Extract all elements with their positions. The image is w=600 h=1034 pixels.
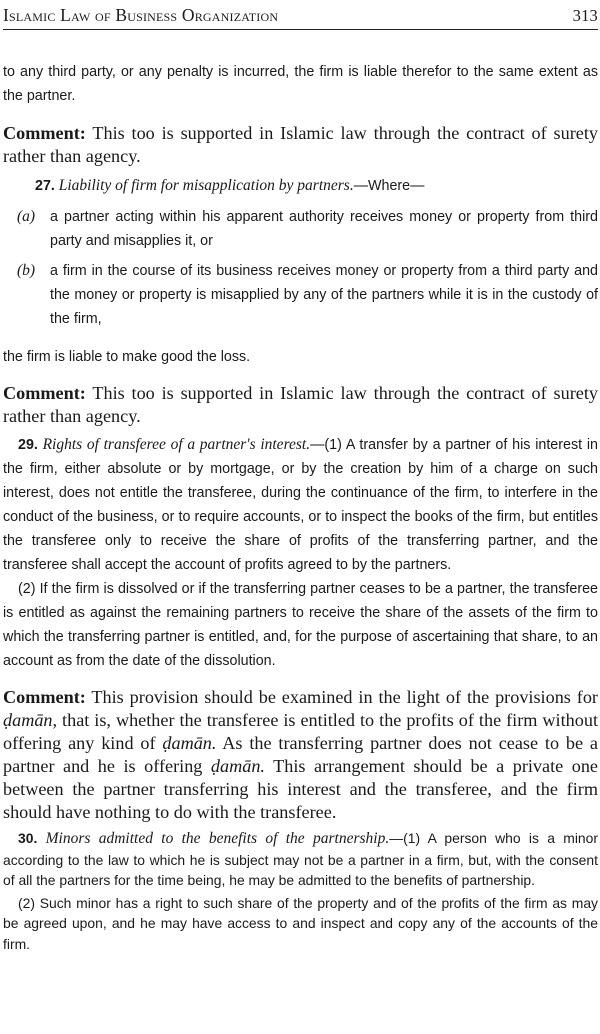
daman-term: ḍamān,: [3, 710, 58, 730]
section-30-paragraph-2: (2) Such minor has a right to such share of the property and of the profits of the firm as may be agreed upon, and he may have access to and inspect and copy any of the accounts of the firm.: [3, 894, 598, 952]
comment-text: that is, whether the transferee is entitled to the profits of the firm without offering any kind of: [3, 710, 598, 753]
list-item: [3, 259, 598, 331]
daman-term: ḍamān.: [162, 733, 217, 753]
comment-label: Comment:: [3, 123, 86, 143]
section-title: Rights of transferee of a partner's interest.: [37, 436, 311, 453]
page-header: [3, 0, 598, 30]
comment-text: This too is supported in Islamic law through the contract of surety rather than agency.: [3, 123, 598, 166]
section-number: 30.: [18, 830, 38, 846]
comment-label: Comment:: [3, 687, 86, 707]
section-heading-trail: —Where—: [353, 178, 425, 194]
section-29-paragraph-2: (2) If the firm is dissolved or if the transferring partner ceases to be a partner, the transferee is entitled as against the remaining partners to receive the share of the assets of the firm to which the transferring partner is entitled, and, for the purpose of ascertaining that share, to an account as from the date of the dissolution.: [3, 581, 598, 669]
comment-text: As the transferring partner does not cease to be a partner and he is offering: [3, 733, 598, 776]
paragraph-continuation: to any third party, or any penalty is incurred, the firm is liable therefor to the same extent as the partner.: [3, 64, 598, 104]
daman-term: ḍamān.: [210, 756, 265, 776]
comment-text: This too is supported in Islamic law through the contract of surety rather than agency.: [3, 383, 598, 426]
section-30-paragraph-1: [3, 828, 598, 891]
section-title: Minors admitted to the benefits of the partnership.: [37, 830, 390, 847]
section-29-paragraph-1: [3, 433, 598, 577]
page-number: 313: [572, 6, 598, 25]
list-item: [3, 205, 598, 253]
comment-label: Comment:: [3, 383, 86, 403]
comment-paragraph-1: [3, 122, 598, 168]
section-27-list: [3, 205, 598, 331]
comment-text: This provision should be examined in the light of the provisions for: [85, 687, 598, 707]
section-27-heading: [3, 174, 598, 198]
list-marker: (a): [17, 208, 36, 225]
comment-text: This arrangement should be a private one between the partner transferring his interest and the transferee, and the firm should have nothing to do with the transferee.: [3, 756, 598, 822]
section-body: —(1) A transfer by a partner of his interest in the firm, either absolute or by mortgage, or by the creation by him of a charge on such interest, does not entitle the transferee, during the continuance of the firm, to interfere in the conduct of the business, or to require accounts, or to inspect the books of the firm, but entitles the transferee only to receive the share of profits of the transferring partner, and the transferee shall accept the account of profits agreed to by the partners.: [3, 437, 598, 573]
section-27-closing: the firm is liable to make good the loss.: [3, 349, 251, 365]
section-body: —(1) A person who is a minor according to the law to which he is subject may not be a partner in a firm, but, with the consent of all the partners for the time being, he may be admitted to the benefits of partnership.: [3, 830, 598, 888]
section-number: 29.: [18, 437, 38, 453]
list-item-text: a partner acting within his apparent authority receives money or property from third party and misapplies it, or: [50, 209, 598, 249]
comment-paragraph-2: [3, 382, 598, 428]
section-number: 27.: [35, 178, 55, 194]
section-title: Liability of firm for misapplication by partners.: [54, 177, 354, 194]
comment-paragraph-3: [3, 686, 598, 824]
list-marker: (b): [17, 262, 36, 279]
list-item-text: a firm in the course of its business receives money or property from a third party and the money or property is misapplied by any of the partners while it is in the custody of the firm,: [50, 263, 598, 327]
running-title: Islamic Law of Business Organization: [3, 5, 279, 25]
